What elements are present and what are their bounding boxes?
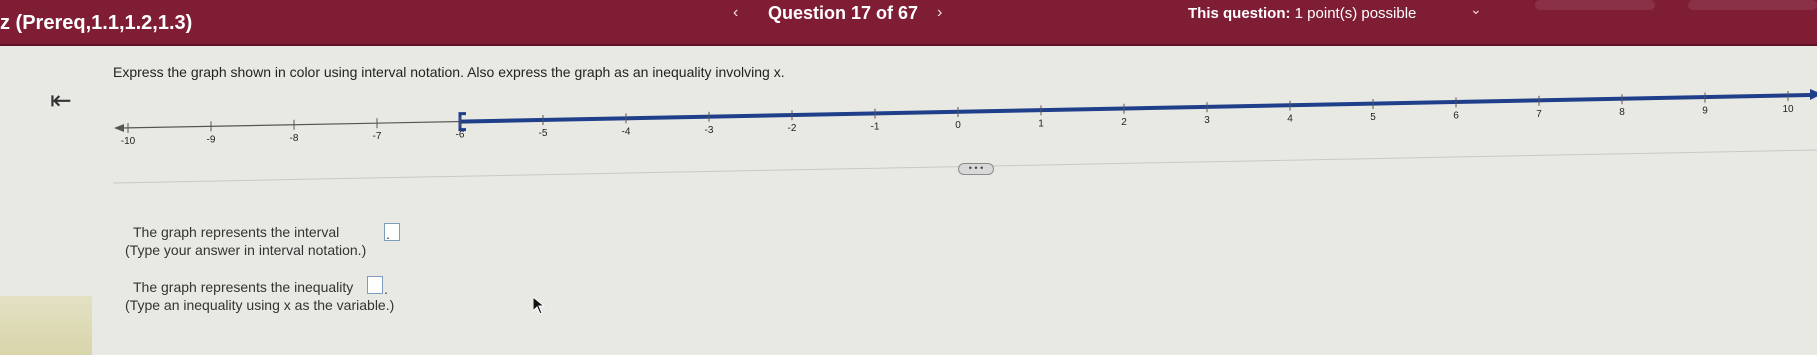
tick-label: 1	[1038, 118, 1044, 130]
tick-label: -3	[704, 124, 714, 136]
tick-label: 8	[1619, 107, 1625, 119]
inequality-period: .	[384, 281, 388, 297]
tick-label: 2	[1121, 116, 1127, 128]
inequality-prompt: The graph represents the inequality	[133, 279, 354, 295]
back-to-start-icon[interactable]: ⇤	[50, 85, 72, 115]
tick-label: 3	[1204, 115, 1210, 127]
tick-label: 6	[1453, 110, 1459, 122]
tick-label: -6	[455, 129, 465, 141]
inequality-answer-box[interactable]	[367, 276, 383, 294]
next-question-icon[interactable]: ›	[937, 4, 943, 21]
mouse-cursor-icon	[533, 297, 547, 315]
chevron-down-icon[interactable]: ⌄	[1470, 1, 1482, 17]
tick-label: -9	[206, 134, 216, 146]
tick-label: 9	[1702, 105, 1708, 117]
tick-label: -4	[621, 126, 631, 138]
tick-label: -7	[372, 131, 382, 143]
inequality-hint: (Type an inequality using x as the variable.)	[125, 297, 395, 313]
interval-prompt: The graph represents the interval	[133, 224, 340, 240]
points-value: 1 point(s) possible	[1290, 5, 1417, 22]
interval-period: .	[386, 226, 390, 242]
tick-label: -1	[870, 121, 880, 133]
tick-label: 7	[1536, 108, 1542, 120]
shaded-ray-arrow	[1810, 89, 1817, 100]
tick-label: -5	[538, 128, 548, 139]
tick-label: 0	[955, 120, 961, 131]
tick-label: 4	[1287, 113, 1293, 125]
interval-hint: (Type your answer in interval notation.)	[125, 242, 367, 258]
axis-left-arrow	[114, 124, 124, 132]
tick-label: 10	[1782, 104, 1794, 115]
tick-label: -2	[787, 123, 797, 135]
tick-label: -8	[289, 132, 299, 144]
tick-label: 5	[1370, 112, 1376, 123]
previous-question-icon[interactable]: ‹	[733, 4, 739, 21]
quiz-title: z (Prereq,1.1,1.2,1.3)	[0, 12, 193, 34]
tick-label: -10	[120, 136, 136, 147]
points-prefix: This question:	[1188, 5, 1291, 22]
more-options-button[interactable]: • • •	[958, 163, 994, 175]
question-instructions: Express the graph shown in color using interval notation. Also express the graph as an inequality involving x.	[113, 64, 785, 80]
question-counter: Question 17 of 67	[768, 3, 919, 23]
shaded-ray	[460, 95, 1810, 122]
desk-edge	[0, 296, 92, 355]
